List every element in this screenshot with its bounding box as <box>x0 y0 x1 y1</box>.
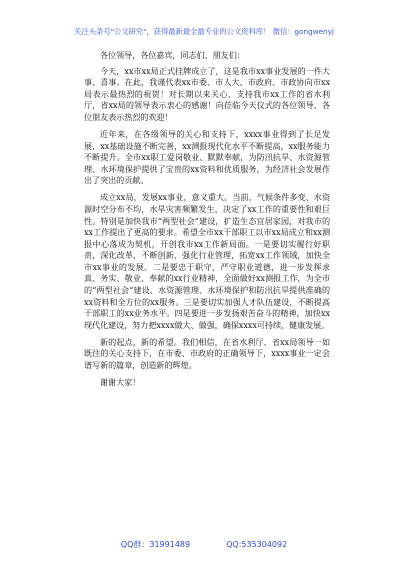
paragraph-significance: 成立xx局，发展xx事业，意义重大。当前，气候条件多变、水资源时空分布不均，水旱灾害频繁发生，决定了xx工作的重要性和艰巨性。特别是加快我市“两型社会”建设，扩造生态宜居家园，对我市的xx工作提出了更高的要求。希望全市xx干部职工以市xx局成立和xx测报中心落成为契机，开创我市xx工作新局面。一是要切实履行好职责，深化改革，不断创新，强化行业管理，拓宽xx工作领域，加快全市xx事业的发展。二是要忠于职守，严守职业道德，进一步发挥求真、务实、敬业、奉献的xx行业精神，全面做好xx测报工作，为全市的“两型社会”建设、水资源管理、水环境保护和防汛抗旱提供准确的xx资料和全方位的xx服务。三是要切实加强人才队伍建设，不断提高干部职工的xx业务水平。四是要进一步发扬艰苦奋斗的精神，加快xx现代化建设，努力把xxxx做大、做强，确保xxxx可持续、健康发展。 <box>84 192 330 330</box>
contact-footer <box>0 539 408 550</box>
closing-thanks: 谢谢大家！ <box>100 377 141 387</box>
greeting: 各位领导，各位嘉宾，同志们、朋友们： <box>100 50 245 60</box>
paragraph-outlook: 新的起点，新的希望。我们相信，在省水利厅、省xx局领导一如既往的关心支持下，在市委、市政府的正确领导下，xxxx事业一定会谱写新的篇章，创造新的辉煌。 <box>84 336 330 371</box>
paragraph-achievements: 近年来，在各级领导的关心和支持下，xxxx事业得到了长足发展，xx基础设施不断完善，xx测报现代化水平不断提高，xx服务能力不断提升。全市xx职工爱岗敬业、默默奉献，为防汛抗旱、水资源管理、水环境保护提供了宝贵的xx资料和优质服务，为经济社会发展作出了突出的贡献。 <box>84 128 330 186</box>
promo-header: 关注头条号"公文研究"，获得最新最全最专业的公文资料库！ 微信：gongwenyj <box>74 27 334 36</box>
qq-text: QQ:535304092 <box>226 540 288 549</box>
qq-group-text: QQ群：31991489 <box>120 540 191 549</box>
document-body <box>84 50 330 394</box>
paragraph-opening: 今天，xx市xx局正式挂牌成立了，这是我市xx事业发展的一件大事、喜事。在此，我谨代表xx市委、市人大、市政府、市政协向市xx局表示最热烈的祝贺！对长期以来关心、支持我市xx工作的省水利厅，省xx局的领导表示衷心的感谢！向莅临今天仪式的各位领导、各位朋友表示热烈的欢迎！ <box>84 65 330 122</box>
